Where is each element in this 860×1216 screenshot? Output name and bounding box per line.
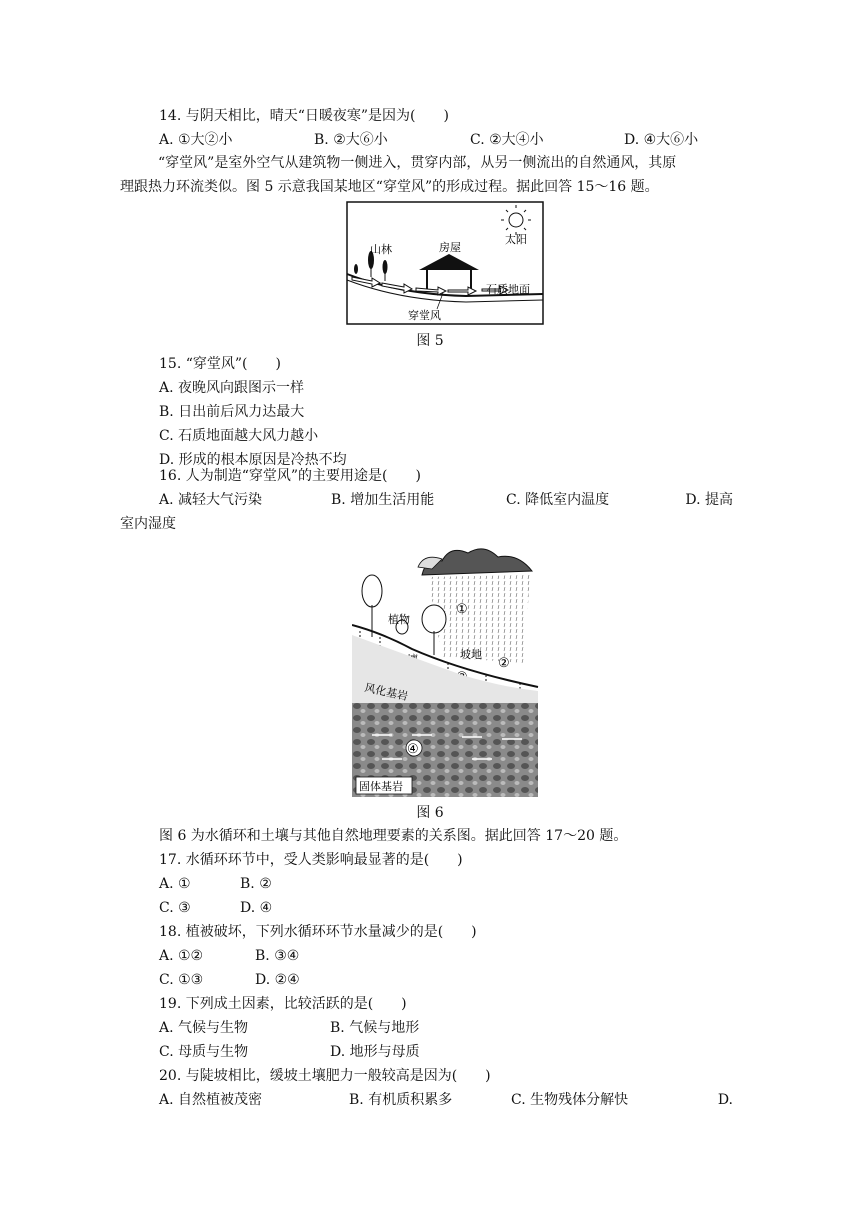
q18-options-row1 bbox=[159, 946, 733, 966]
q16-options bbox=[159, 490, 733, 510]
q15-stem: 15. “穿堂风”( ) bbox=[159, 356, 281, 372]
q15-option-b[interactable]: B. 日出前后风力达最大 bbox=[159, 404, 305, 420]
q17-options-row2 bbox=[159, 898, 733, 918]
intro-15-line2: 理跟热力环流类似。图 5 示意我国某地区“穿堂风”的形成过程。据此回答 15～16 题。 bbox=[120, 179, 659, 195]
sun-label: 太阳 bbox=[505, 233, 527, 246]
q18-option-c[interactable]: C. ①③ bbox=[159, 972, 204, 988]
q16-option-d[interactable]: D. 提高 bbox=[685, 492, 733, 508]
q17-stem: 17. 水循环环节中，受人类影响最显著的是( ) bbox=[159, 852, 463, 868]
q14-option-d[interactable]: D. ④大⑥小 bbox=[624, 132, 699, 148]
q14-option-b[interactable]: B. ②大⑥小 bbox=[314, 132, 388, 148]
slope-label: 坡地 bbox=[460, 648, 482, 661]
q18-stem: 18. 植被破坏，下列水循环环节水量减少的是( ) bbox=[159, 924, 477, 940]
plant-label: 植物 bbox=[388, 613, 410, 626]
intro-17-20: 图 6 为水循环和土壤与其他自然地理要素的关系图。据此回答 17～20 题。 bbox=[159, 828, 628, 844]
q16-option-d-wrap: 室内湿度 bbox=[120, 516, 176, 532]
q16-option-a[interactable]: A. 减轻大气污染 bbox=[159, 492, 263, 508]
figure-5-diagram bbox=[346, 201, 544, 325]
q19-stem: 19. 下列成土因素，比较活跃的是( ) bbox=[159, 996, 407, 1012]
q19-option-c[interactable]: C. 母质与生物 bbox=[159, 1044, 249, 1060]
q20-option-b[interactable]: B. 有机质积累多 bbox=[349, 1092, 453, 1108]
q19-option-a[interactable]: A. 气候与生物 bbox=[159, 1020, 249, 1036]
figure-6-diagram bbox=[352, 545, 540, 797]
q20-options bbox=[159, 1090, 733, 1110]
q19-option-d[interactable]: D. 地形与母质 bbox=[330, 1044, 420, 1060]
q14-options bbox=[159, 130, 733, 150]
figure-5-caption: 图 5 bbox=[416, 333, 444, 349]
q20-option-d[interactable]: D. bbox=[717, 1092, 733, 1108]
weathered-bedrock-label: 风化基岩 bbox=[363, 681, 410, 704]
q17-option-a[interactable]: A. ① bbox=[159, 876, 191, 892]
q16-stem: 16. 人为制造“穿堂风”的主要用途是( ) bbox=[159, 468, 421, 484]
q16-option-b[interactable]: B. 增加生活用能 bbox=[331, 492, 435, 508]
stone-ground-label: 石质地面 bbox=[486, 283, 530, 296]
q19-options-row2 bbox=[159, 1042, 733, 1062]
cloud-icon bbox=[418, 549, 532, 575]
figure-6-caption: 图 6 bbox=[416, 805, 444, 821]
solid-bedrock-label: 固体基岩 bbox=[359, 780, 403, 793]
marker-4: ④ bbox=[407, 742, 419, 757]
q18-options-row2 bbox=[159, 970, 733, 990]
house-label: 房屋 bbox=[439, 241, 461, 254]
q19-options-row1 bbox=[159, 1018, 733, 1038]
q18-option-b[interactable]: B. ③④ bbox=[255, 948, 300, 964]
q16-option-c[interactable]: C. 降低室内温度 bbox=[506, 492, 610, 508]
marker-1: ① bbox=[456, 602, 468, 617]
q20-stem: 20. 与陡坡相比，缓坡土壤肥力一般较高是因为( ) bbox=[159, 1068, 491, 1084]
q15-option-c[interactable]: C. 石质地面越大风力越小 bbox=[159, 428, 319, 444]
q14-stem: 14. 与阴天相比，晴天“日暖夜寒”是因为( ) bbox=[159, 108, 449, 124]
q17-option-c[interactable]: C. ③ bbox=[159, 900, 191, 916]
forest-label: 山林 bbox=[370, 243, 392, 256]
q17-option-d[interactable]: D. ④ bbox=[240, 900, 273, 916]
q17-options-row1 bbox=[159, 874, 733, 894]
q18-option-d[interactable]: D. ②④ bbox=[255, 972, 300, 988]
q20-option-a[interactable]: A. 自然植被茂密 bbox=[159, 1092, 263, 1108]
intro-15-16 bbox=[120, 151, 733, 199]
q14-option-a[interactable]: A. ①大②小 bbox=[159, 132, 233, 148]
q14-option-c[interactable]: C. ②大④小 bbox=[470, 132, 544, 148]
q17-option-b[interactable]: B. ② bbox=[240, 876, 272, 892]
marker-2: ② bbox=[498, 656, 510, 671]
draft-label: 穿堂风 bbox=[408, 309, 441, 322]
q15-option-a[interactable]: A. 夜晚风向跟图示一样 bbox=[159, 380, 305, 396]
q18-option-a[interactable]: A. ①② bbox=[159, 948, 204, 964]
q19-option-b[interactable]: B. 气候与地形 bbox=[330, 1020, 420, 1036]
q20-option-c[interactable]: C. 生物残体分解快 bbox=[511, 1092, 629, 1108]
intro-15-line1: “穿堂风”是室外空气从建筑物一侧进入，贯穿内部，从另一侧流出的自然通风，其原 bbox=[158, 155, 677, 171]
q15-option-d[interactable]: D. 形成的根本原因是冷热不均 bbox=[159, 452, 347, 468]
